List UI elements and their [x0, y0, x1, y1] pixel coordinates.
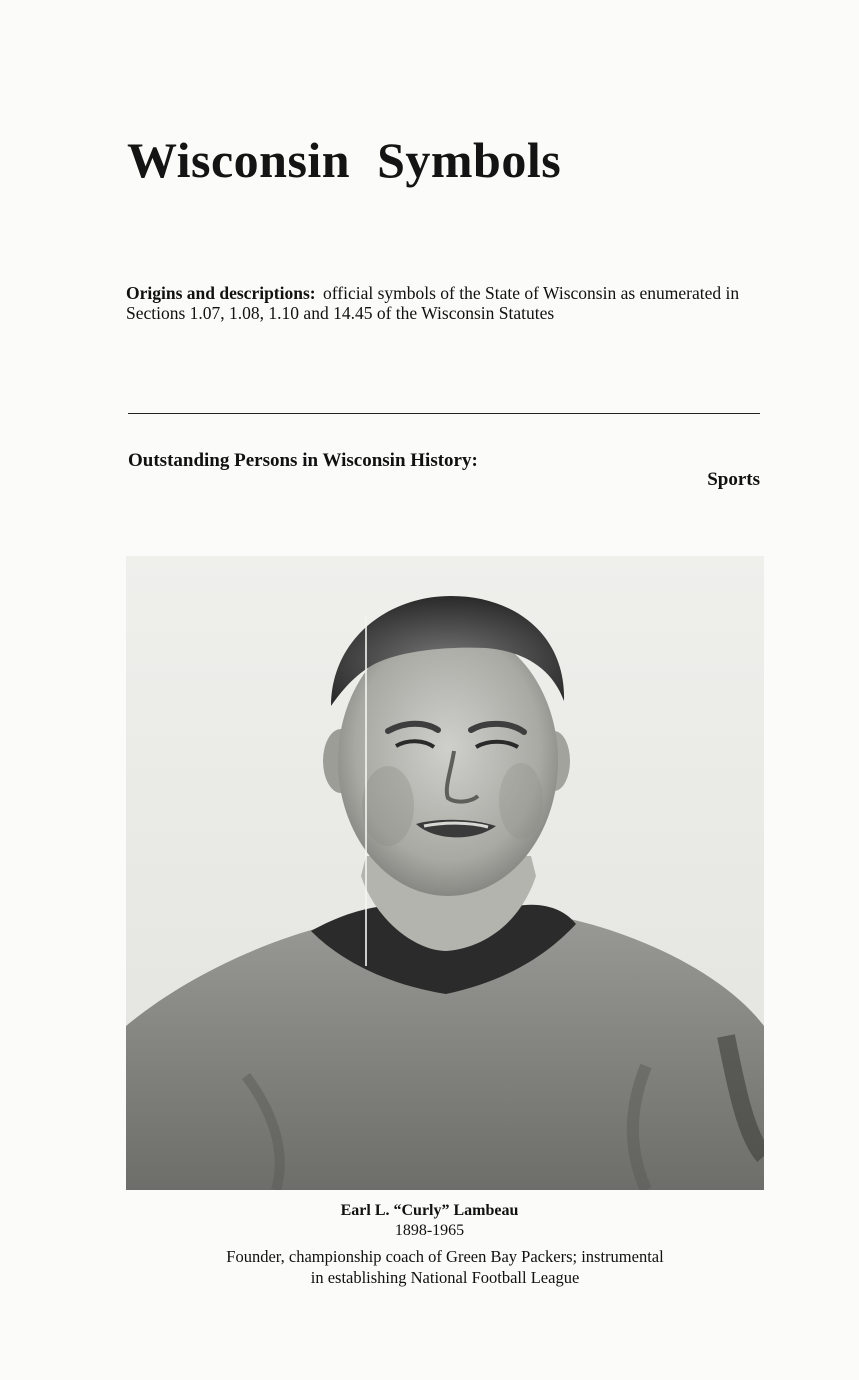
origins-paragraph [126, 283, 766, 323]
page-title: Wisconsin Symbols [127, 132, 562, 188]
section-heading: Outstanding Persons in Wisconsin History: [128, 450, 478, 471]
caption-description-line-1: Founder, championship coach of Green Bay Packers; instrumental [226, 1247, 664, 1266]
portrait-photo [126, 556, 764, 1190]
caption-name: Earl L. “Curly” Lambeau [340, 1202, 519, 1219]
divider [128, 413, 760, 414]
category-label: Sports [707, 469, 760, 490]
origins-text: official symbols of the State of Wisconsin as enumerated in Sections 1.07, 1.08, 1.10 and 14.45 of the Wisconsin Statutes [126, 283, 740, 323]
caption-description [130, 1246, 760, 1288]
portrait-image [126, 556, 764, 1190]
caption-dates: 1898-1965 [394, 1222, 465, 1239]
caption-description-line-2: in establishing National Football League [310, 1268, 580, 1287]
origins-label: Origins and descriptions: [126, 283, 316, 303]
